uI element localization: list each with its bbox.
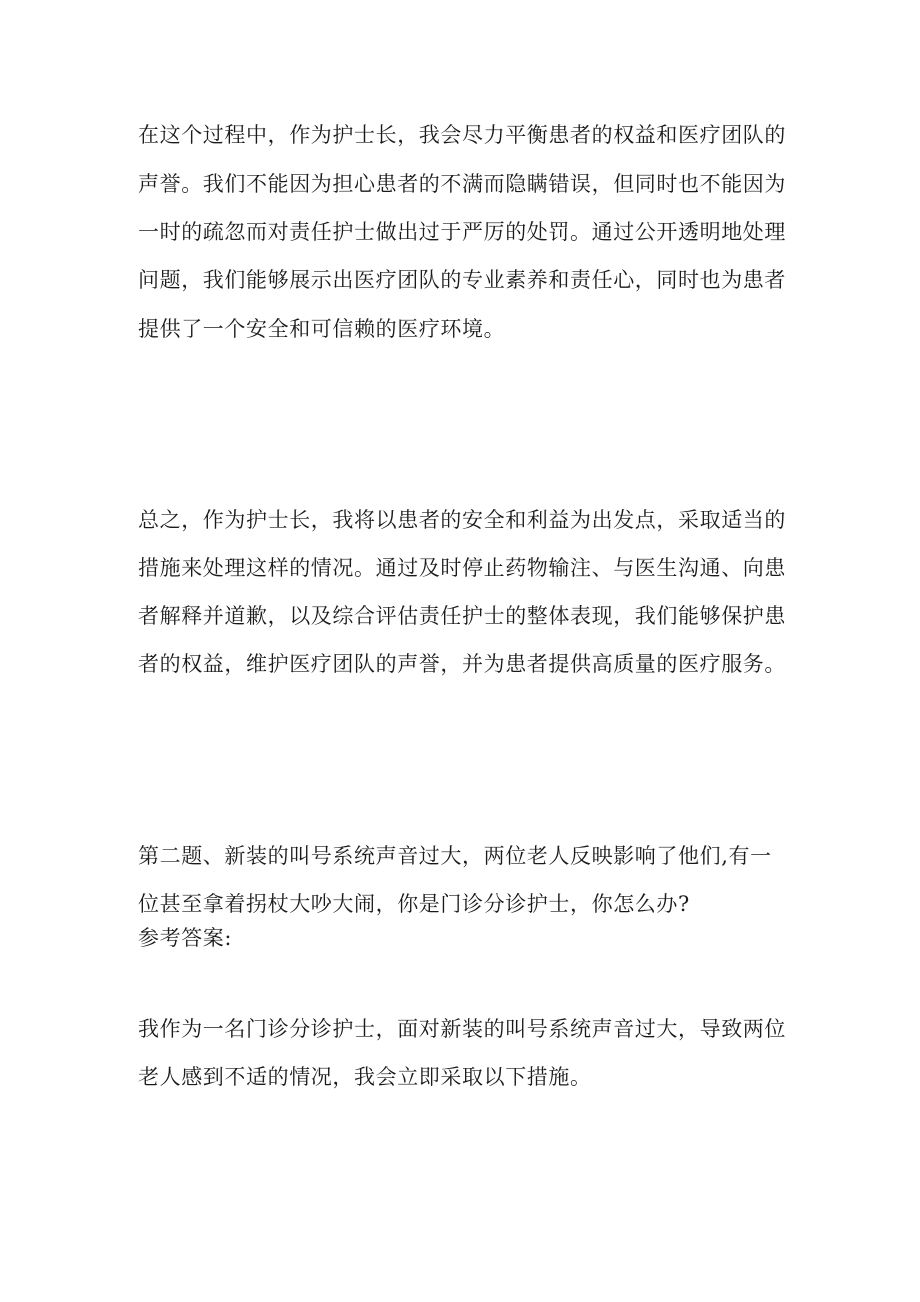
paragraph-1-line: 提供了一个安全和可信赖的医疗环境。 — [138, 317, 506, 341]
paragraph-1-line: 声誉。我们不能因为担心患者的不满而隐瞒错误，但同时也不能因为 — [138, 172, 786, 196]
paragraph-3-line: 老人感到不适的情况，我会立即采取以下措施。 — [138, 1065, 592, 1089]
question-line: 第二题、新装的叫号系统声音过大，两位老人反映影响了他们,有一 — [138, 844, 772, 868]
paragraph-2-line: 者的权益，维护医疗团队的声誉，并为患者提供高质量的医疗服务。 — [138, 652, 786, 676]
paragraph-1-line: 一时的疏忽而对责任护士做出过于严厉的处罚。通过公开透明地处理 — [138, 220, 786, 244]
paragraph-1-line: 问题，我们能够展示出医疗团队的专业素养和责任心，同时也为患者 — [138, 268, 786, 292]
question-line: 位甚至拿着拐杖大吵大闹，你是门诊分诊护士，你怎么办? — [138, 892, 690, 916]
paragraph-2-line: 总之，作为护士长，我将以患者的安全和利益为出发点，采取适当的 — [138, 508, 786, 532]
paragraph-1-line: 在这个过程中，作为护士长，我会尽力平衡患者的权益和医疗团队的 — [138, 123, 786, 147]
paragraph-2-line: 者解释并道歉，以及综合评估责任护士的整体表现，我们能够保护患 — [138, 604, 786, 628]
paragraph-3-line: 我作为一名门诊分诊护士，面对新装的叫号系统声音过大，导致两位 — [138, 1017, 786, 1041]
answer-label: 参考答案: — [138, 926, 233, 950]
paragraph-2-line: 措施来处理这样的情况。通过及时停止药物输注、与医生沟通、向患 — [138, 556, 786, 580]
